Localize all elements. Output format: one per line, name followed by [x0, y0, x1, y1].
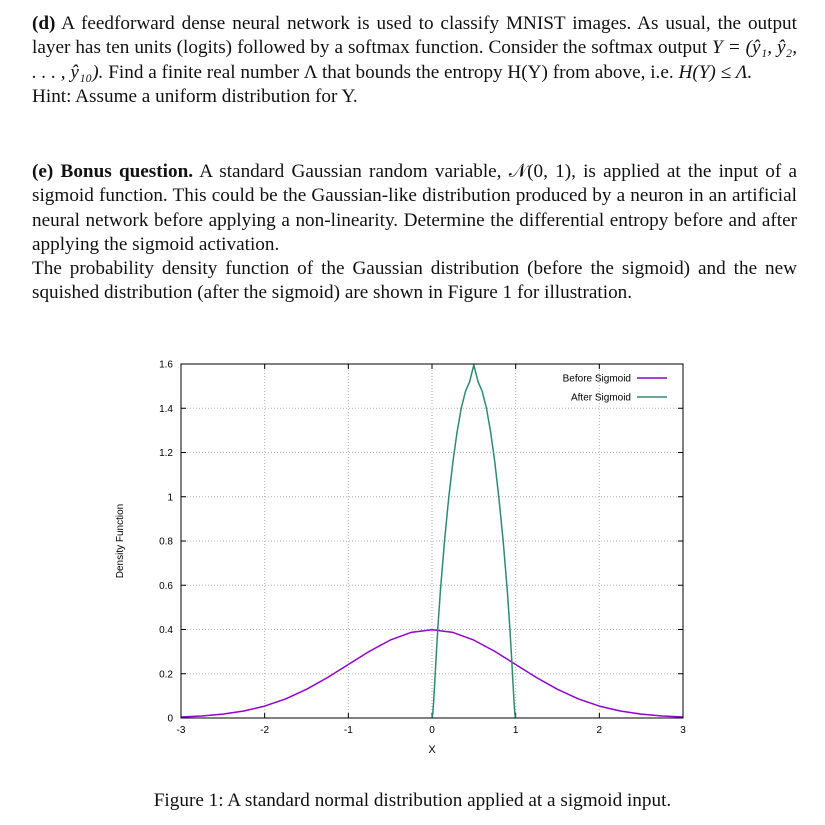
y-tick-label: 1.2 — [159, 448, 173, 459]
part-e-text-2: The probability density function of the Gaussian distribution (before the sigmoid) and the new squished distribution (after the sigmoid) are shown in Figure 1 for illustration. — [32, 258, 797, 304]
x-tick-label: 3 — [680, 725, 686, 736]
legend-label: Before Sigmoid — [562, 373, 631, 385]
y-tick-label: 0.4 — [159, 625, 173, 636]
y-tick-label: 0 — [167, 713, 173, 725]
y-tick-label: 0.8 — [159, 536, 173, 548]
part-d-text-2: Find a finite real number Λ that bounds the entropy H(Y) from above, i.e. — [108, 61, 674, 83]
x-tick-label: 0 — [429, 725, 435, 736]
y-axis-label: Density Function — [115, 503, 126, 579]
density-chart — [0, 340, 825, 770]
part-e-question — [32, 160, 797, 306]
part-e-label: (e) Bonus question. — [32, 161, 194, 182]
y-tick-label: 1.4 — [159, 403, 173, 415]
part-d-question — [32, 12, 797, 109]
series-line-after-sigmoid — [432, 365, 516, 718]
legend-label: After Sigmoid — [570, 392, 631, 404]
x-tick-label: -3 — [176, 725, 186, 736]
y-tick-label: 0.2 — [159, 669, 173, 681]
x-axis-label: X — [428, 744, 436, 756]
entropy-bound: H(Y) ≤ Λ. — [678, 61, 753, 83]
y-tick-label: 1.6 — [159, 359, 173, 371]
x-tick-label: 2 — [596, 725, 603, 736]
part-e-text-1: A standard Gaussian random variable, 𝒩(0, 1), is applied at the input of a sigmoid function. This could be the Gaussian-like distribution produced by a neuron in an artificial neural network before applying a non-linearity. Determine the differential entropy before and after applying the sigmoid activation. — [32, 161, 797, 255]
x-tick-label: -1 — [343, 725, 353, 736]
part-d-label: (d) — [32, 13, 56, 34]
figure-caption: Figure 1: A standard normal distribution applied at a sigmoid input. — [153, 790, 672, 811]
softmax-output-def: Y = (ŷ₁, ŷ₂, . . . , ŷ₁₀). — [32, 37, 797, 83]
part-d-hint: Hint: Assume a uniform distribution for Y. — [32, 85, 358, 107]
part-d-text-1: A feedforward dense neural network is used to classify MNIST images. As usual, the output layer has ten units (logits) followed by a softmax function. Consider the softmax output — [32, 13, 797, 59]
x-tick-label: 1 — [512, 725, 519, 736]
x-tick-label: -2 — [260, 725, 270, 736]
y-tick-label: 0.6 — [159, 580, 173, 592]
y-tick-label: 1 — [167, 492, 173, 504]
